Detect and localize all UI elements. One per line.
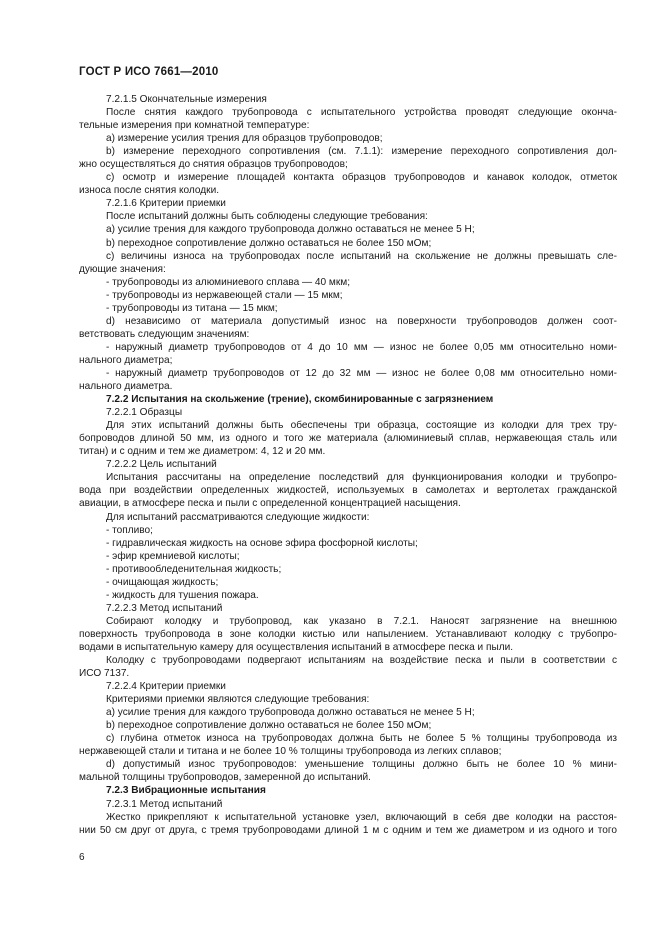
text-line: 7.2.2.3 Метод испытаний: [106, 602, 223, 614]
text-line: 7.2.2.4 Критерии приемки: [106, 681, 226, 693]
text-line: - трубопроводы из титана — 15 мкм;: [106, 302, 278, 314]
section-heading: 7.2.3 Вибрационные испытания: [106, 785, 266, 797]
text-line: После испытаний должны быть соблюдены следующие требования:: [106, 211, 428, 223]
text-line: d) допустимый износ трубопроводов: уменьшение толщины должно быть не более 10 % мини-: [106, 759, 617, 771]
text-line: - жидкость для тушения пожара.: [106, 589, 259, 601]
text-line: поверхность трубопровода в зоне колодки кистью или напылением. Устанавливают колодку с трубопро-: [79, 628, 617, 640]
text-line: - противообледенительная жидкость;: [106, 563, 282, 575]
text-line: d) независимо от материала допустимый износ на поверхности трубопроводов должен соот-: [106, 315, 617, 327]
text-line: После снятия каждого трубопровода с испытательного устройства проводят следующие оконча-: [106, 107, 617, 119]
text-line: износа после снятия колодки.: [79, 185, 220, 197]
text-line: ИСО 7137.: [79, 668, 130, 680]
text-line: 7.2.3.1 Метод испытаний: [106, 798, 223, 810]
document-header-title: ГОСТ Р ИСО 7661—2010: [79, 66, 219, 78]
text-line: - эфир кремниевой кислоты;: [106, 550, 240, 562]
text-line: тельные измерения при комнатной температуре:: [79, 120, 310, 132]
text-line: Колодку с трубопроводами подвергают испытаниям на воздействие песка и пыли в соответствии с: [106, 655, 617, 667]
text-line: b) переходное сопротивление должно оставаться не более 150 мОм;: [106, 720, 432, 732]
text-line: - трубопроводы из алюминиевого сплава — 40 мкм;: [106, 276, 351, 288]
document-body: [79, 93, 617, 837]
text-line: бопроводов длиной 50 мм, из одного и того же материала (алюминиевый сплав, нержавеющая сталь или: [79, 433, 617, 445]
text-line: a) усилие трения для каждого трубопровода должно оставаться не менее 5 Н;: [106, 707, 475, 719]
text-line: нального диаметра;: [79, 354, 173, 366]
text-line: c) глубина отметок износа на трубопроводах должна быть не более 5 % толщины трубопровода из: [106, 733, 617, 745]
text-line: Собирают колодку и трубопровод, как указано в 7.2.1. Наносят загрязнение на внешнюю: [106, 615, 617, 627]
text-line: жно осуществляться до снятия образцов трубопроводов;: [79, 159, 348, 171]
text-line: a) измерение усилия трения для образцов трубопроводов;: [106, 133, 383, 145]
text-line: нии 50 см друг от друга, с тремя трубопроводами длиной 1 м с одним и тем же диаметром и из одного и того: [79, 824, 617, 836]
text-line: c) осмотр и измерение площадей контакта образцов трубопроводов и канавок колодок, отметок: [106, 172, 617, 184]
text-line: Испытания рассчитаны на определение последствий для функционирования колодки и трубопро-: [106, 472, 617, 484]
text-line: титан) и с одним и тем же диаметром: 4, 12 и 20 мм.: [79, 446, 326, 458]
text-line: - очищающая жидкость;: [106, 576, 219, 588]
text-line: Для этих испытаний должны быть обеспечены три образца, состоящие из колодки для трех тру-: [106, 420, 617, 432]
text-line: 7.2.2.2 Цель испытаний: [106, 459, 217, 471]
text-line: 7.2.1.5 Окончательные измерения: [106, 94, 267, 105]
text-line: Жестко прикрепляют к испытательной установке узел, включающий в себя две колодки на расстоя-: [106, 811, 617, 823]
section-heading: 7.2.2 Испытания на скольжение (трение), скомбинированные с загрязнением: [106, 394, 494, 406]
page-number: 6: [79, 852, 85, 863]
text-line: ветствовать следующим значениям:: [79, 328, 250, 340]
text-line: c) величины износа на трубопроводах после испытаний на скольжение не должны превышать сле-: [106, 250, 617, 262]
text-line: Для испытаний рассматриваются следующие жидкости:: [106, 511, 370, 523]
text-line: мальной толщины трубопроводов, замеренной до испытаний.: [79, 772, 371, 784]
text-line: 7.2.1.6 Критерии приемки: [106, 198, 226, 210]
text-line: авиации, в атмосфере песка и пыли с определенной концентрацией насыщения.: [79, 498, 461, 510]
text-line: - наружный диаметр трубопроводов от 12 до 32 мм — износ не более 0,08 мм относительно номи-: [106, 367, 617, 379]
text-line: b) измерение переходного сопротивления (см. 7.1.1): измерение переходного сопротивления дол-: [106, 146, 617, 158]
text-line: нального диаметра.: [79, 381, 173, 393]
text-line: 7.2.2.1 Образцы: [106, 407, 183, 419]
text-line: вода при воздействии определенных жидкостей, используемых в самолетах и вертолетах гражданской: [79, 485, 617, 497]
text-line: a) усилие трения для каждого трубопровода должно оставаться не менее 5 Н;: [106, 224, 475, 236]
text-line: - трубопроводы из нержавеющей стали — 15 мкм;: [106, 289, 343, 301]
text-line: b) переходное сопротивление должно оставаться не более 150 мОм;: [106, 237, 432, 249]
text-line: - топливо;: [106, 524, 153, 536]
text-line: водами в испытательную камеру для осуществления испытаний в атмосфере песка и пыли.: [79, 641, 514, 653]
text-line: нержавеющей стали и титана и не более 10 % толщины трубопровода из легких сплавов;: [79, 746, 502, 758]
text-line: - гидравлическая жидкость на основе эфира фосфорной кислоты;: [106, 537, 418, 549]
text-line: Критериями приемки являются следующие требования:: [106, 694, 370, 706]
text-line: - наружный диаметр трубопроводов от 4 до 10 мм — износ не более 0,05 мм относительно номи-: [106, 341, 617, 353]
text-line: дующие значения:: [79, 263, 166, 275]
